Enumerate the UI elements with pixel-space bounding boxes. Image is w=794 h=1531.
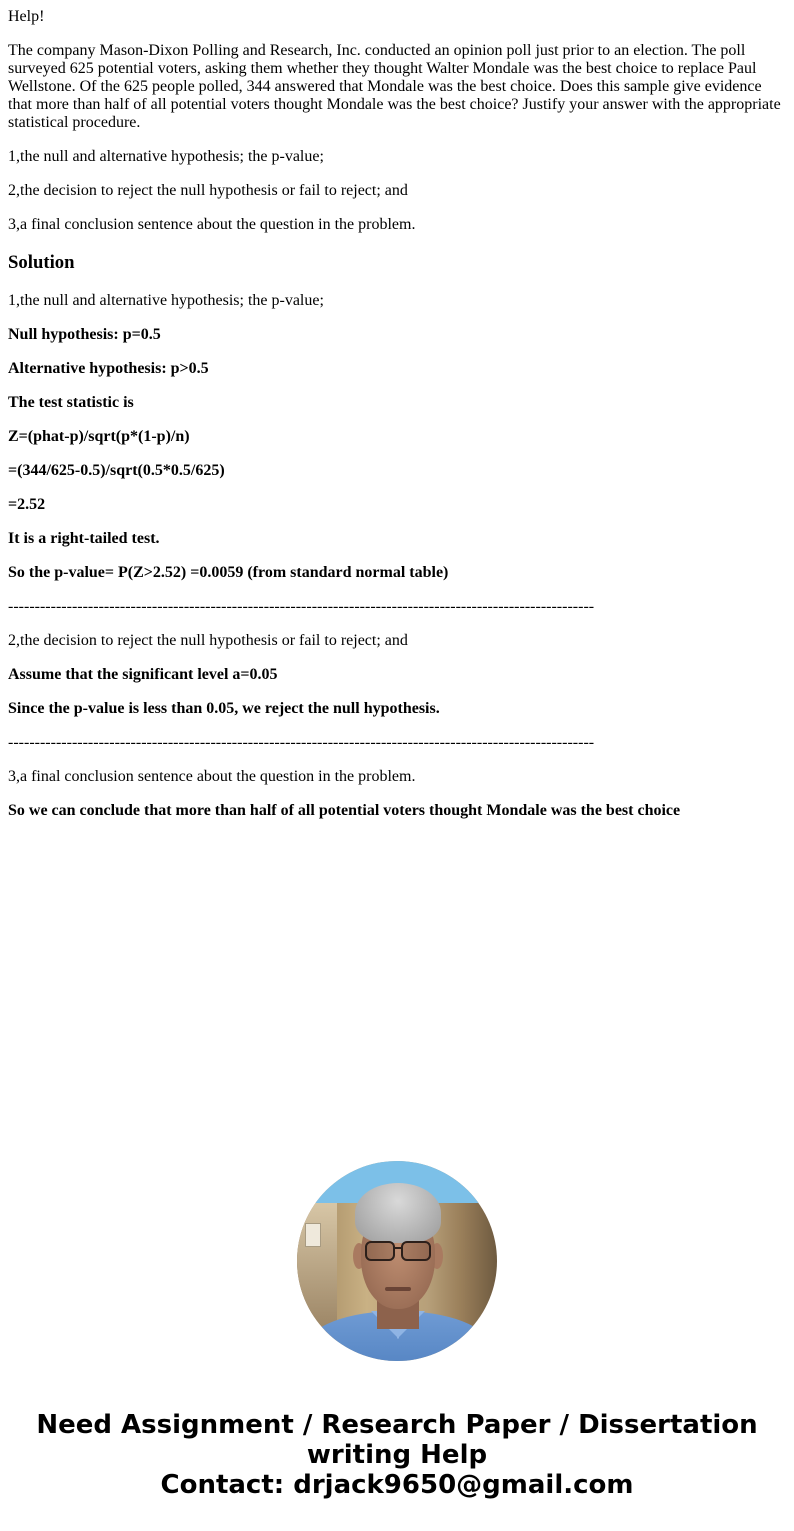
null-hypothesis: Null hypothesis: p=0.5 xyxy=(8,326,161,343)
alternative-hypothesis: Alternative hypothesis: p>0.5 xyxy=(8,360,209,377)
light-switch-icon xyxy=(305,1223,321,1247)
separator-1: -------------------------------------------------------------------------------------------------------------- xyxy=(8,598,595,615)
question-heading: Help! xyxy=(8,8,45,25)
test-type: It is a right-tailed test. xyxy=(8,530,160,547)
test-statistic-intro: The test statistic is xyxy=(8,394,134,411)
conclusion-line: So we can conclude that more than half of all potential voters thought Mondale was the best choice xyxy=(8,802,681,819)
promo-line-1: Need Assignment / Research Paper / Dissertation xyxy=(36,1410,758,1440)
test-statistic-formula: Z=(phat-p)/sqrt(p*(1-p)/n) xyxy=(8,428,190,445)
glasses-icon xyxy=(365,1241,431,1259)
document-body xyxy=(0,8,794,820)
separator-2: -------------------------------------------------------------------------------------------------------------- xyxy=(8,734,595,751)
question-item-3: 3,a final conclusion sentence about the question in the problem. xyxy=(8,216,416,233)
significance-level: Assume that the significant level a=0.05 xyxy=(8,666,278,683)
promo-block xyxy=(0,1161,794,1500)
question-item-1: 1,the null and alternative hypothesis; the p-value; xyxy=(8,148,324,165)
solution-part2-label: 2,the decision to reject the null hypothesis or fail to reject; and xyxy=(8,632,408,649)
test-statistic-substitution: =(344/625-0.5)/sqrt(0.5*0.5/625) xyxy=(8,462,225,479)
test-statistic-value: =2.52 xyxy=(8,496,46,513)
author-avatar xyxy=(297,1161,497,1361)
question-body: The company Mason-Dixon Polling and Research, Inc. conducted an opinion poll just prior to an election. The poll surveyed 625 potential voters, asking them whether they thought Walter Mondale was the best choice to replace Paul Wellstone. Of the 625 people polled, 344 answered that Mondale was the best choice. Does this sample give evidence that more than half of all potential voters thought Mondale was the best choice? Justify your answer with the appropriate statistical procedure. xyxy=(8,42,781,131)
promo-text xyxy=(0,1410,794,1500)
solution-part3-label: 3,a final conclusion sentence about the question in the problem. xyxy=(8,768,416,785)
question-item-2: 2,the decision to reject the null hypothesis or fail to reject; and xyxy=(8,182,408,199)
decision-line: Since the p-value is less than 0.05, we reject the null hypothesis. xyxy=(8,700,440,717)
solution-title: Solution xyxy=(8,252,75,273)
promo-contact: Contact: drjack9650@gmail.com xyxy=(160,1470,634,1500)
solution-part1-label: 1,the null and alternative hypothesis; the p-value; xyxy=(8,292,324,309)
promo-line-2: writing Help xyxy=(306,1440,488,1470)
p-value-line: So the p-value= P(Z>2.52) =0.0059 (from standard normal table) xyxy=(8,564,449,581)
